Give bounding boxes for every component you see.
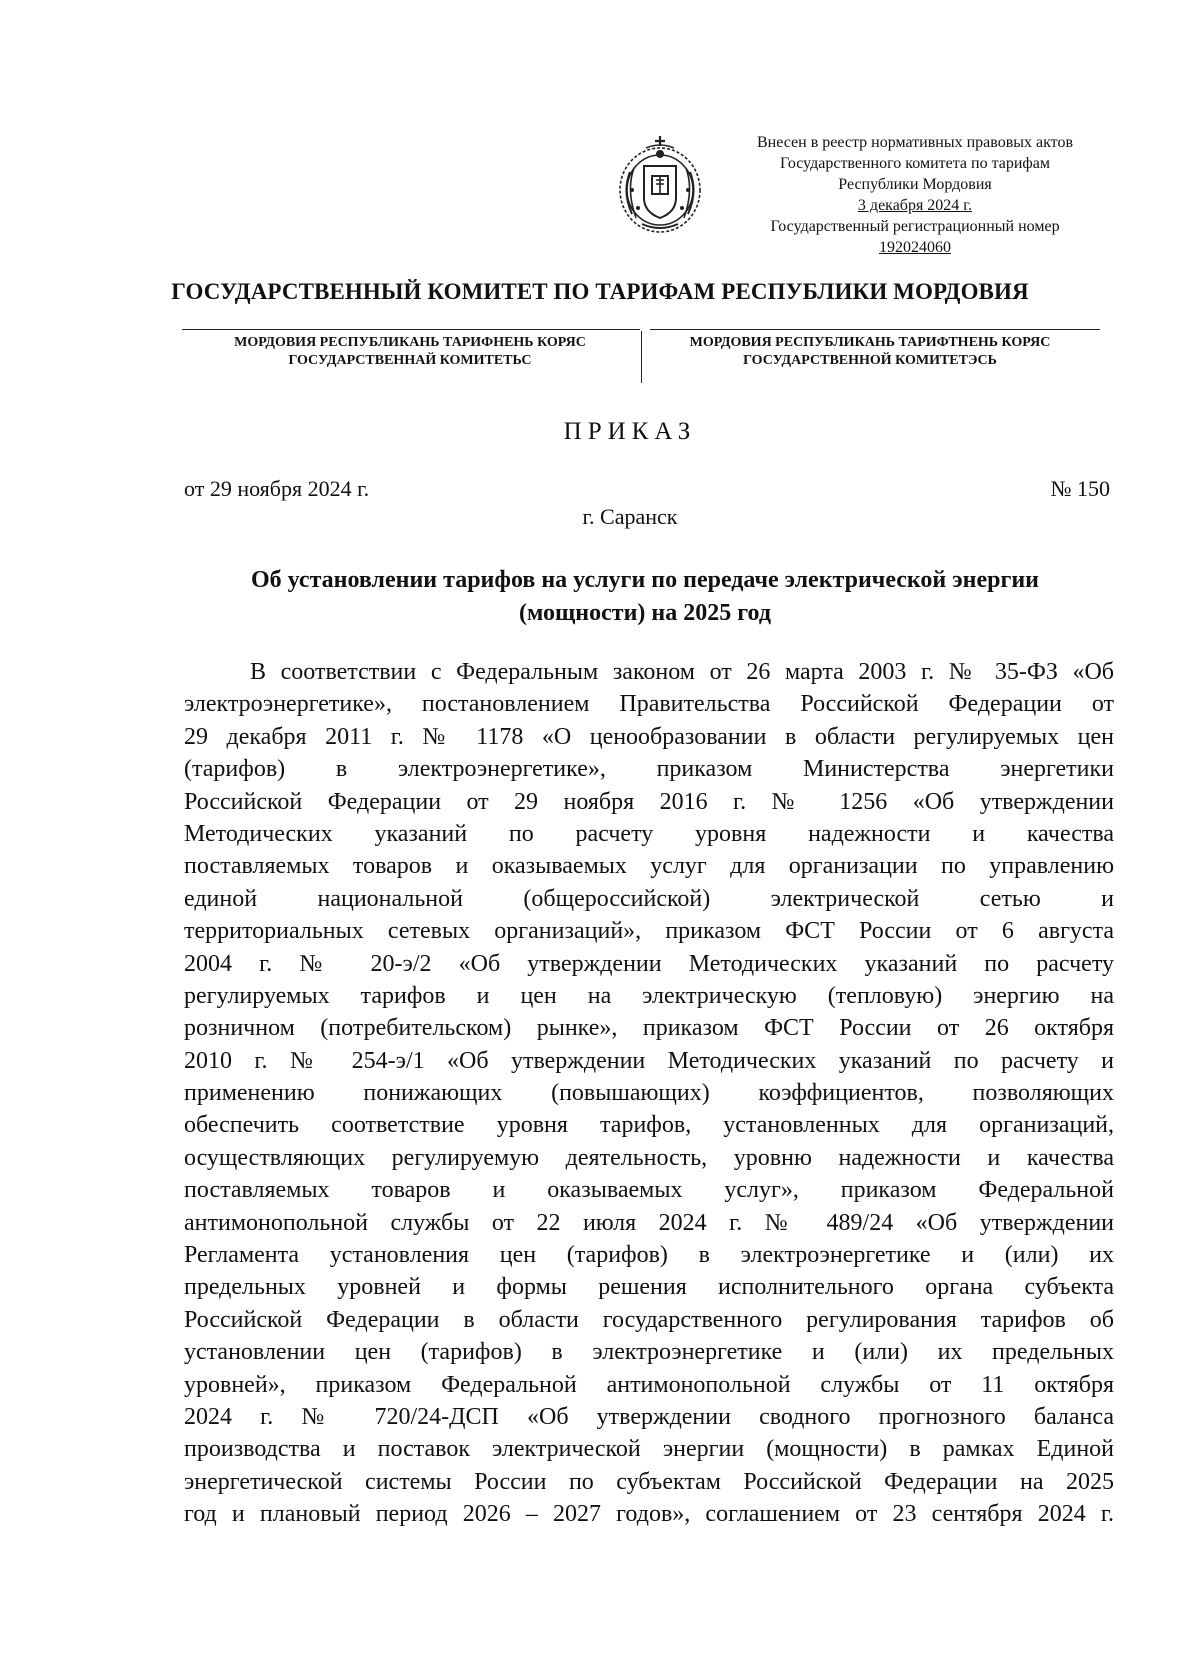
- document-city: г. Саранск: [582, 504, 678, 529]
- committee-name-erzya: [650, 334, 1090, 370]
- committee-title: ГОСУДАРСТВЕННЫЙ КОМИТЕТ ПО ТАРИФАМ РЕСПУБЛИКИ МОРДОВИЯ: [171, 279, 1029, 304]
- body-line: Российской Федерации от 29 ноября 2016 г. № 1256 «Об утверждении: [184, 788, 1114, 815]
- body-line: осуществляющих регулируемую деятельность, уровню надежности и качества: [184, 1144, 1114, 1171]
- body-line: Регламента установления цен (тарифов) в электроэнергетике и (или) их: [184, 1242, 1114, 1269]
- body-line: установлении цен (тарифов) в электроэнергетике и (или) их предельных: [184, 1339, 1114, 1366]
- committee-name-line: МОРДОВИЯ РЕСПУБЛИКАНЬ ТАРИФНЕНЬ КОРЯС: [234, 335, 586, 350]
- title-line: (мощности) на 2025 год: [519, 600, 771, 626]
- body-line: уровней», приказом Федеральной антимонопольной службы от 11 октября: [184, 1371, 1114, 1398]
- registry-number: 192024060: [879, 239, 951, 256]
- body-line: предельных уровней и формы решения исполнительного органа субъекта: [184, 1274, 1114, 1301]
- body-line: территориальных сетевых организаций», приказом ФСТ России от 6 августа: [184, 918, 1114, 945]
- body-line: 2004 г. № 20-э/2 «Об утверждении Методических указаний по расчету: [184, 950, 1114, 977]
- body-line: Российской Федерации в области государственного регулирования тарифов об: [184, 1306, 1114, 1333]
- document-date: от 29 ноября 2024 г.: [184, 476, 370, 501]
- registry-stamp: [745, 132, 1085, 258]
- body-line: применению понижающих (повышающих) коэффициентов, позволяющих: [184, 1080, 1114, 1107]
- registry-line: Внесен в реестр нормативных правовых актов: [757, 134, 1073, 151]
- body-line: электроэнергетике», постановлением Правительства Российской Федерации от: [184, 691, 1114, 718]
- document-body: [184, 656, 1114, 1531]
- registry-date: 3 декабря 2024 г.: [857, 197, 973, 214]
- body-line: поставляемых товаров и оказываемых услуг», приказом Федеральной: [184, 1177, 1114, 1204]
- body-line: розничном (потребительском) рынке», приказом ФСТ России от 26 октября: [184, 1015, 1114, 1042]
- title-line: Об установлении тарифов на услуги по передаче электрической энергии: [250, 567, 1040, 593]
- body-line: 2010 г. № 254-э/1 «Об утверждении Методических указаний по расчету и: [184, 1047, 1114, 1074]
- header-rule-right: [650, 329, 1100, 330]
- header-rule-left: [182, 329, 640, 330]
- document-title: [150, 564, 1140, 630]
- body-line: обеспечить соответствие уровня тарифов, установленных для организаций,: [184, 1112, 1114, 1139]
- body-line: поставляемых товаров и оказываемых услуг для организации по управлению: [184, 853, 1114, 880]
- registry-line: Государственного комитета по тарифам: [779, 155, 1051, 172]
- body-line: производства и поставок электрической энергии (мощности) в рамках Единой: [184, 1436, 1114, 1463]
- body-line: (тарифов) в электроэнергетике», приказом Министерства энергетики: [184, 756, 1114, 783]
- body-line: В соответствии с Федеральным законом от 26 марта 2003 г. № 35-ФЗ «Об: [250, 659, 1114, 685]
- registry-line: Республики Мордовия: [838, 176, 992, 193]
- committee-name-line: ГОСУДАРСТВЕННАЙ КОМИТЕТЬС: [288, 353, 532, 368]
- body-line: регулируемых тарифов и цен на электрическую (тепловую) энергию на: [184, 982, 1114, 1009]
- committee-name-line: МОРДОВИЯ РЕСПУБЛИКАНЬ ТАРИФТНЕНЬ КОРЯС: [689, 335, 1051, 350]
- body-line: антимонопольной службы от 22 июля 2024 г. № 489/24 «Об утверждении: [184, 1209, 1114, 1236]
- body-line: энергетической системы России по субъектам Российской Федерации на 2025: [184, 1468, 1114, 1495]
- registry-line: Государственный регистрационный номер: [770, 218, 1060, 235]
- body-line: Методических указаний по расчету уровня надежности и качества: [184, 820, 1114, 847]
- body-line: год и плановый период 2026 – 2027 годов», соглашением от 23 сентября 2024 г.: [184, 1501, 1114, 1528]
- body-line: единой национальной (общероссийской) электрической сетью и: [184, 885, 1114, 912]
- committee-name-line: ГОСУДАРСТВЕННОЙ КОМИТЕТЭСЬ: [743, 353, 997, 368]
- body-line: 29 декабря 2011 г. № 1178 «О ценообразовании в области регулируемых цен: [184, 723, 1114, 750]
- committee-name-moksha: [182, 334, 638, 370]
- document-type: ПРИКАЗ: [563, 418, 697, 445]
- body-line: 2024 г. № 720/24-ДСП «Об утверждении сводного прогнозного баланса: [184, 1403, 1114, 1430]
- coat-of-arms-emblem: [612, 132, 708, 236]
- document-number: № 150: [1050, 476, 1110, 501]
- header-divider: [641, 331, 642, 383]
